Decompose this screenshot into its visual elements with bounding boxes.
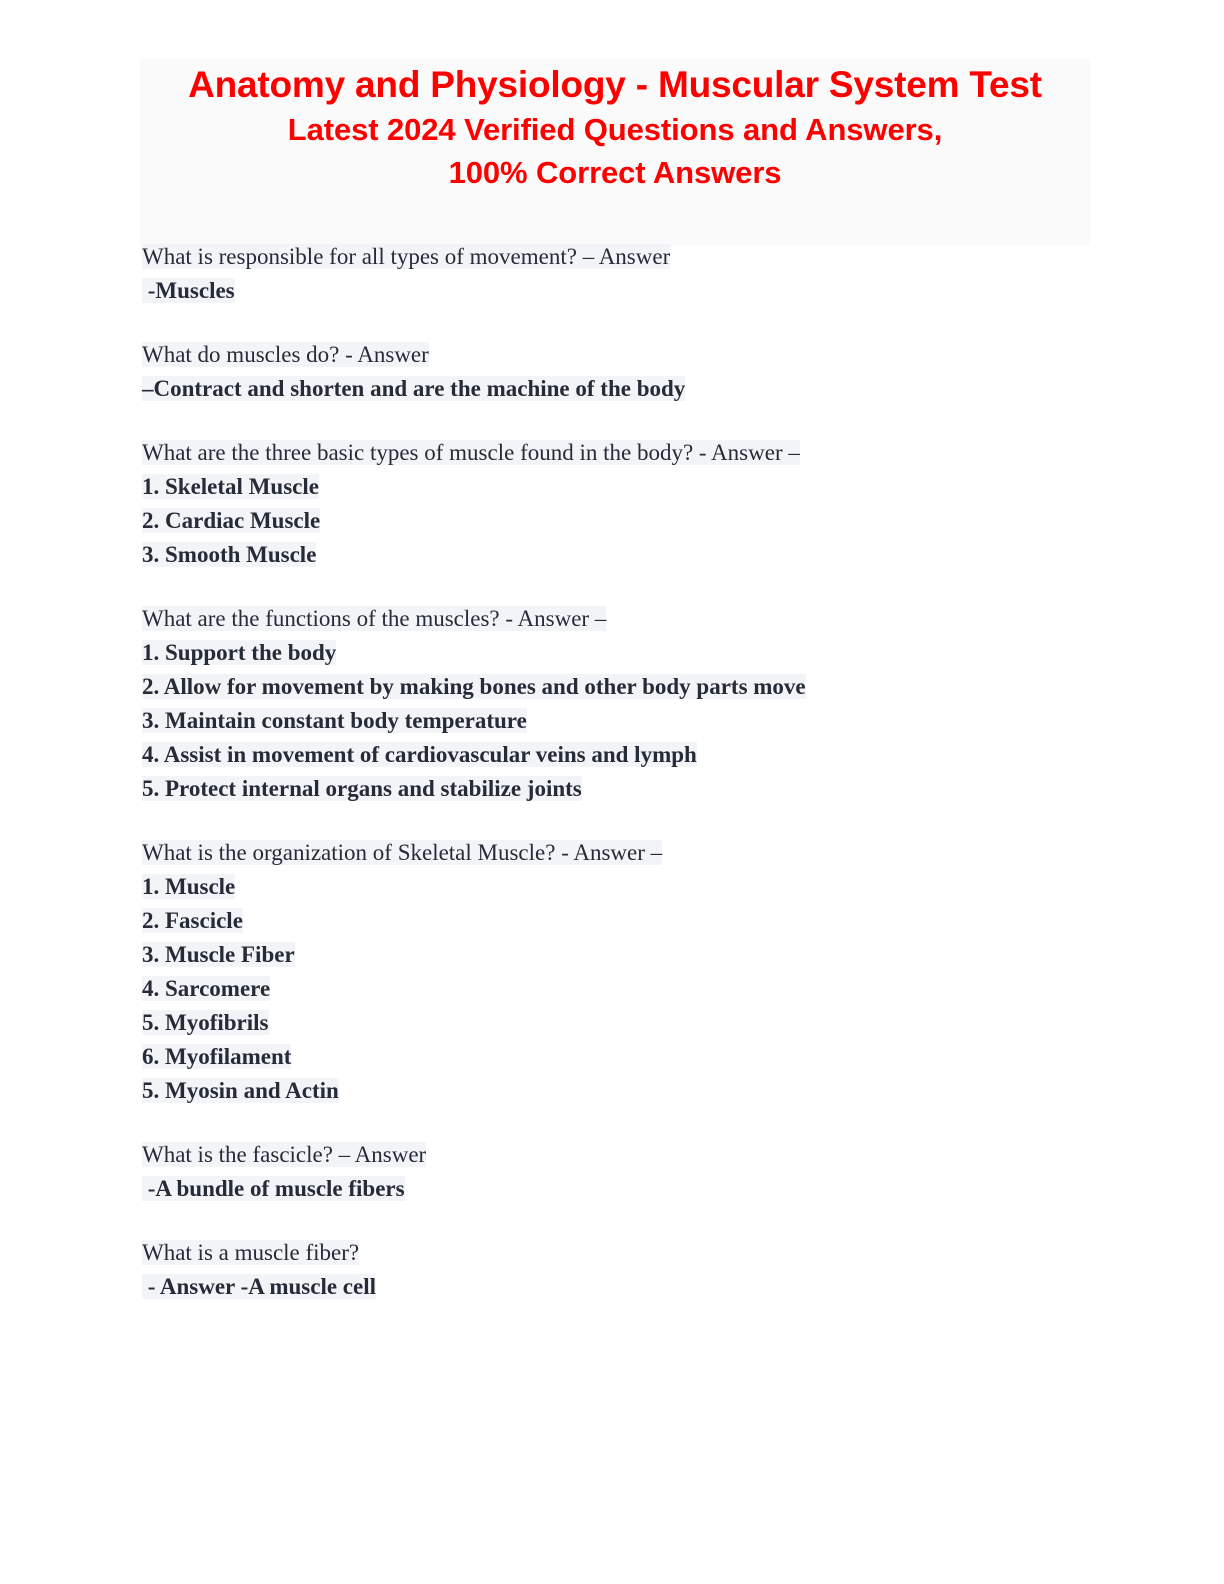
answer-line [142, 972, 1142, 1006]
answer-line [142, 870, 1142, 904]
title-line-tertiary: 100% Correct Answers [448, 155, 782, 190]
answer-line [142, 670, 1142, 704]
title-line-primary: Anatomy and Physiology - Muscular System Test [188, 64, 1042, 105]
answer-text: 2. Allow for movement by making bones and other body parts move [142, 674, 806, 699]
question-line [142, 1236, 1142, 1270]
answer-text: 3. Smooth Muscle [142, 542, 317, 567]
answer-line [142, 470, 1142, 504]
answer-line [142, 538, 1142, 572]
answer-line [142, 704, 1142, 738]
title-line-secondary: Latest 2024 Verified Questions and Answers, [287, 112, 943, 147]
qa-block [142, 836, 1142, 1108]
question-text: What is a muscle fiber? [142, 1240, 360, 1265]
answer-line [142, 504, 1142, 538]
answer-text: 6. Myofilament [142, 1044, 292, 1069]
question-line [142, 240, 1142, 274]
answer-text: 1. Muscle [142, 874, 236, 899]
answer-text: 3. Maintain constant body temperature [142, 708, 527, 733]
answer-text: 1. Support the body [142, 640, 337, 665]
answer-line [142, 1006, 1142, 1040]
answer-text: 5. Myofibrils [142, 1010, 269, 1035]
answer-text: 4. Assist in movement of cardiovascular veins and lymph [142, 742, 697, 767]
answer-line [142, 636, 1142, 670]
qa-block [142, 1138, 1142, 1206]
answer-text: -A bundle of muscle fibers [142, 1176, 405, 1201]
answer-text: 5. Protect internal organs and stabilize joints [142, 776, 582, 801]
qa-block [142, 240, 1142, 308]
question-line [142, 436, 1142, 470]
answer-line [142, 904, 1142, 938]
answer-line [142, 772, 1142, 806]
question-text: What is responsible for all types of movement? – Answer [142, 244, 671, 269]
question-text: What is the organization of Skeletal Muscle? - Answer – [142, 840, 663, 865]
qa-block [142, 338, 1142, 406]
question-line [142, 338, 1142, 372]
question-line [142, 836, 1142, 870]
question-text: What are the three basic types of muscle found in the body? - Answer – [142, 440, 800, 465]
qa-block [142, 1236, 1142, 1304]
question-text: What are the functions of the muscles? - Answer – [142, 606, 607, 631]
answer-text: 2. Fascicle [142, 908, 243, 933]
answer-line [142, 1040, 1142, 1074]
qa-block [142, 436, 1142, 572]
answer-text: -Muscles [142, 278, 235, 303]
qa-content [142, 240, 1142, 1304]
document-title [140, 62, 1090, 194]
answer-line [142, 938, 1142, 972]
answer-text: 4. Sarcomere [142, 976, 271, 1001]
answer-line [142, 738, 1142, 772]
qa-block [142, 602, 1142, 806]
answer-line [142, 1074, 1142, 1108]
question-line [142, 1138, 1142, 1172]
answer-line [142, 372, 1142, 406]
answer-line [142, 274, 1142, 308]
answer-line [142, 1270, 1142, 1304]
answer-text: - Answer -A muscle cell [142, 1274, 377, 1299]
answer-line [142, 1172, 1142, 1206]
answer-text: 1. Skeletal Muscle [142, 474, 319, 499]
question-text: What is the fascicle? – Answer [142, 1142, 427, 1167]
question-line [142, 602, 1142, 636]
answer-text: 2. Cardiac Muscle [142, 508, 321, 533]
answer-text: 5. Myosin and Actin [142, 1078, 339, 1103]
question-text: What do muscles do? - Answer [142, 342, 429, 367]
answer-text: 3. Muscle Fiber [142, 942, 295, 967]
answer-text: –Contract and shorten and are the machine of the body [142, 376, 686, 401]
